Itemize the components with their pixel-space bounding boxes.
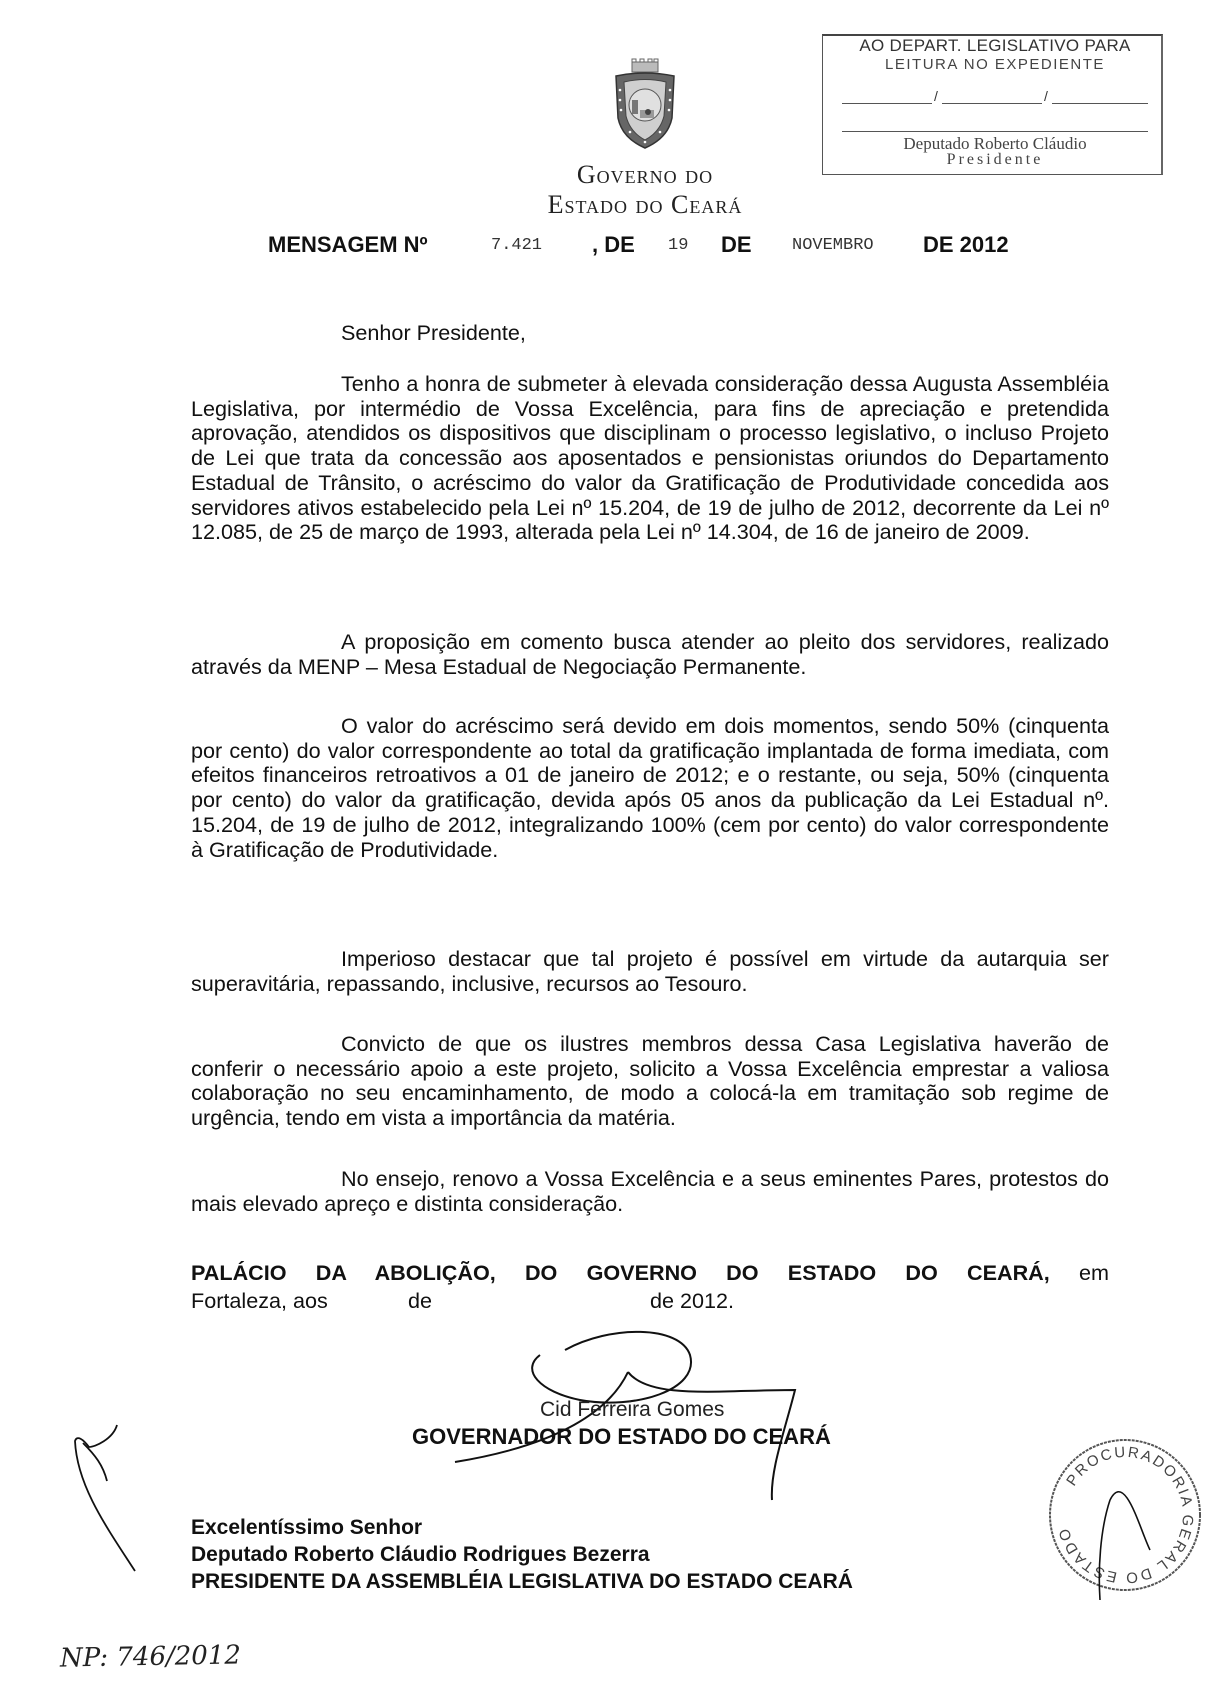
letterhead-line-2: Estado do Ceará <box>547 190 743 219</box>
closing-date-de: de <box>408 1288 433 1313</box>
mensagem-label: MENSAGEM Nº <box>268 232 428 257</box>
stamp-date-slash-2: / <box>1044 88 1048 104</box>
salutation: Senhor Presidente, <box>341 320 526 345</box>
paragraph-1: Tenho a honra de submeter à elevada consideração dessa Augusta Assembléia Legislativa, por intermédio de Vossa Excelência, para fins de apreciação e pretendida aprovação, atendidos os dispositivos que disciplinam o processo legislativo, o incluso Projeto de Lei que trata da concessão aos aposentados e pensionistas oriundos do Departamento Estadual de Trânsito, o acréscimo do valor da Gratificação de Produtividade concedida aos servidores ativos estabelecido pela Lei nº 15.204, de 19 de julho de 2012, decorrente da Lei nº 12.085, de 25 de março de 1993, alterada pela Lei nº 14.304, de 16 de janeiro de 2009. <box>191 371 1109 545</box>
closing-place-bold: PALÁCIO DA ABOLIÇÃO, DO GOVERNO DO ESTADO DO CEARÁ, <box>191 1260 1050 1285</box>
stamp-date-field <box>842 88 1148 104</box>
header-de-2: DE <box>721 232 752 257</box>
stamp-line-3: Deputado Roberto Cláudio <box>903 134 1087 153</box>
message-number: 7.421 <box>491 236 543 255</box>
header-de-1: , DE <box>592 232 635 257</box>
message-year: DE 2012 <box>923 232 1009 257</box>
closing-date-year: de 2012. <box>650 1288 735 1313</box>
stamp-signature-line <box>842 131 1148 132</box>
message-day: 19 <box>668 236 689 255</box>
stamp-line-2: LEITURA NO EXPEDIENTE <box>885 56 1105 73</box>
ceara-coat-of-arms-icon <box>610 60 680 150</box>
addressee-line-3: PRESIDENTE DA ASSEMBLÉIA LEGISLATIVA DO ESTADO CEARÁ <box>191 1570 853 1593</box>
closing-date-prefix: Fortaleza, aos <box>191 1288 328 1313</box>
handwritten-process-number: NP: 746/2012 <box>59 1640 242 1674</box>
paragraph-3: O valor do acréscimo será devido em dois momentos, sendo 50% (cinquenta por cento) do valor correspondente ao total da gratificação implantada de forma imediata, com efeitos financeiros retroativos a 01 de janeiro de 2012; e o restante, ou seja, 50% (cinquenta por cento) do valor da gratificação, devida após 05 anos da publicação da Lei Estadual nº. 15.204, de 19 de julho de 2012, integralizando 100% (cem por cento) do valor correspondente à Gratificação de Produtividade. <box>191 713 1109 862</box>
stamp-line-1: AO DEPART. LEGISLATIVO PARA <box>859 36 1131 55</box>
stamp-line-4: Presidente <box>946 151 1044 168</box>
paragraph-2: A proposição em comento busca atender ao pleito dos servidores, realizado através da MENP – Mesa Estadual de Negociação Permanente. <box>191 629 1109 679</box>
addressee-line-1: Excelentíssimo Senhor <box>191 1516 423 1539</box>
closing-place <box>191 1261 1109 1286</box>
letterhead-line-1: Governo do <box>576 160 714 189</box>
message-month: NOVEMBRO <box>792 236 874 255</box>
paragraph-6: No ensejo, renovo a Vossa Excelência e a seus eminentes Pares, protestos do mais elevado apreço e distinta consideração. <box>191 1166 1109 1216</box>
paragraph-5: Convicto de que os ilustres membros dessa Casa Legislativa haverão de conferir o necessário apoio a este projeto, solicito a Vossa Excelência emprestar a valiosa colaboração no seu encaminhamento, de modo a colocá-la em tramitação sob regime de urgência, tendo em vista a importância da matéria. <box>191 1031 1109 1131</box>
stamp-date-slash-1: / <box>934 88 938 104</box>
signatory-name: Cid Ferreira Gomes <box>540 1398 725 1421</box>
signatory-title: GOVERNADOR DO ESTADO DO CEARÁ <box>412 1424 831 1449</box>
closing-place-em: em <box>1079 1260 1109 1285</box>
paragraph-4: Imperioso destacar que tal projeto é possível em virtude da autarquia ser superavitária, repassando, inclusive, recursos ao Tesouro. <box>191 946 1109 996</box>
margin-initial-scribble <box>55 1425 155 1575</box>
addressee-line-2: Deputado Roberto Cláudio Rodrigues Bezerra <box>191 1543 650 1566</box>
pge-seal-stamp <box>1033 1417 1210 1600</box>
svg-text:PROCURADORIA GERAL DO ESTADO P <box>1033 1417 1196 1586</box>
seal-text: PROCURADORIA GERAL DO ESTADO PGE-CE <box>1033 1417 1197 1587</box>
